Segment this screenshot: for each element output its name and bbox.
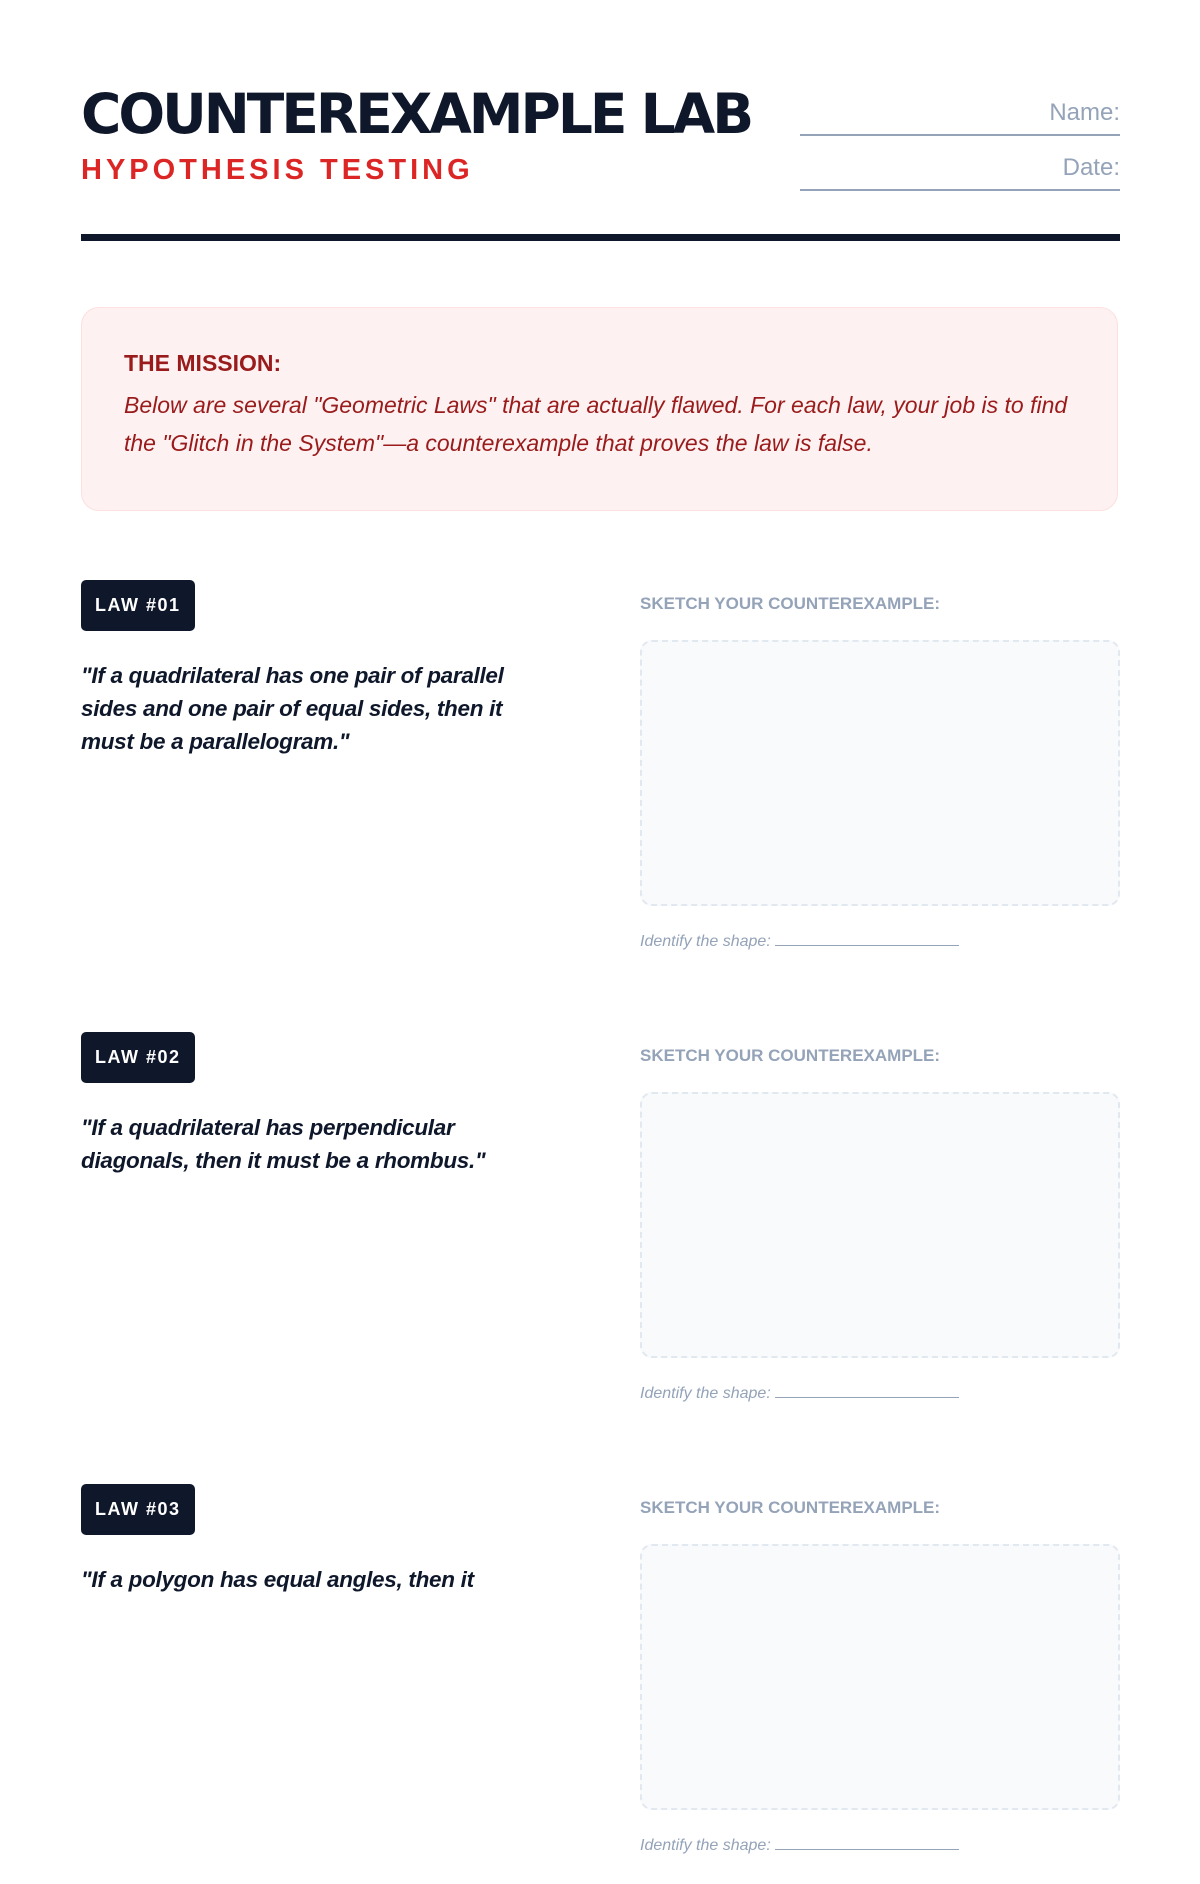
name-field-label: Name: xyxy=(1049,99,1120,126)
identify-shape-field[interactable] xyxy=(640,1383,959,1404)
law-section xyxy=(81,1484,1120,1884)
sketch-area[interactable] xyxy=(640,640,1120,906)
sketch-area[interactable] xyxy=(640,1092,1120,1358)
page-title: COUNTEREXAMPLE LAB xyxy=(81,82,752,146)
mission-body: Below are several "Geometric Laws" that are actually flawed. For each law, your job is to find the "Glitch in the System"—a counterexample that proves the law is false. xyxy=(124,392,1068,456)
sketch-area[interactable] xyxy=(640,1544,1120,1810)
law-section xyxy=(81,1032,1120,1432)
law-badge: LAW #02 xyxy=(81,1032,195,1083)
date-field-label: Date: xyxy=(1062,154,1120,181)
sketch-label: SKETCH YOUR COUNTEREXAMPLE: xyxy=(640,594,941,613)
header-divider xyxy=(81,234,1120,241)
identify-shape-label: Identify the shape: xyxy=(640,1837,771,1854)
date-field[interactable] xyxy=(800,153,1120,191)
identify-shape-blank[interactable] xyxy=(775,1835,959,1850)
identify-shape-label: Identify the shape: xyxy=(640,1385,771,1402)
identify-shape-field[interactable] xyxy=(640,1835,959,1856)
identify-shape-blank[interactable] xyxy=(775,1383,959,1398)
law-badge: LAW #03 xyxy=(81,1484,195,1535)
identify-shape-label: Identify the shape: xyxy=(640,933,771,950)
name-field[interactable] xyxy=(800,98,1120,136)
page-subtitle: HYPOTHESIS TESTING xyxy=(81,154,474,186)
sketch-label: SKETCH YOUR COUNTEREXAMPLE: xyxy=(640,1498,941,1517)
law-statement: "If a quadrilateral has perpendicular diagonals, then it must be a rhombus." xyxy=(81,1115,486,1173)
law-statement: "If a quadrilateral has one pair of parallel sides and one pair of equal sides, then it must be a parallelogram." xyxy=(81,663,504,754)
mission-heading: THE MISSION: xyxy=(124,350,282,376)
law-badge: LAW #01 xyxy=(81,580,195,631)
law-statement: "If a polygon has equal angles, then it xyxy=(81,1567,474,1592)
law-section xyxy=(81,580,1120,980)
identify-shape-blank[interactable] xyxy=(775,931,959,946)
identify-shape-field[interactable] xyxy=(640,931,959,952)
worksheet-header xyxy=(81,80,1120,242)
sketch-label: SKETCH YOUR COUNTEREXAMPLE: xyxy=(640,1046,941,1065)
worksheet-page xyxy=(81,0,1120,1854)
mission-box xyxy=(81,307,1118,511)
